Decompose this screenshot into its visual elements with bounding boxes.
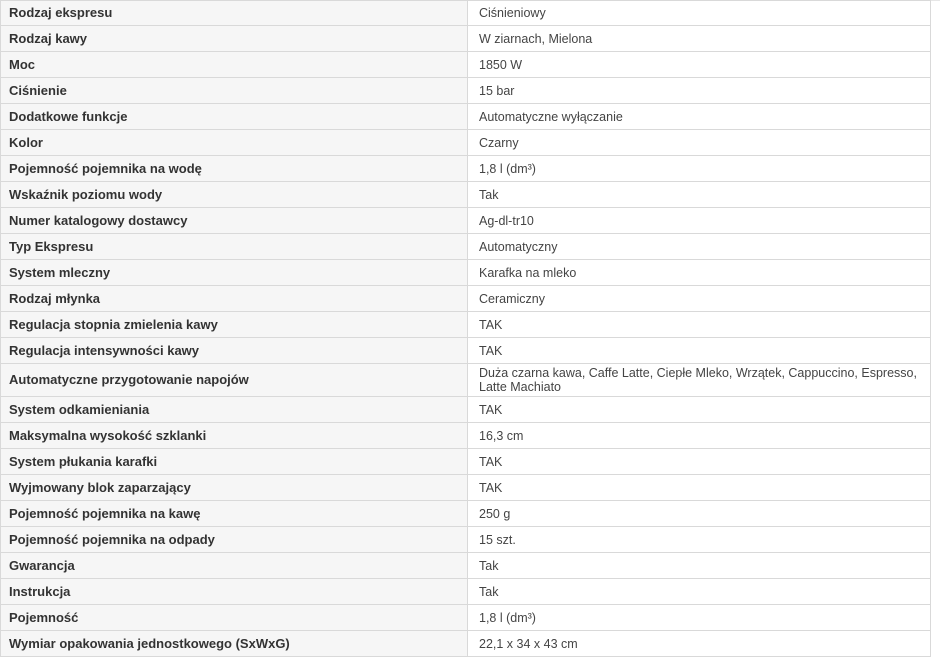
spec-value: Automatyczny bbox=[468, 234, 931, 260]
table-row bbox=[1, 260, 931, 286]
table-row bbox=[1, 501, 931, 527]
table-row bbox=[1, 234, 931, 260]
spec-value: Karafka na mleko bbox=[468, 260, 931, 286]
table-row bbox=[1, 553, 931, 579]
spec-label: Kolor bbox=[1, 130, 468, 156]
spec-label: Pojemność pojemnika na kawę bbox=[1, 501, 468, 527]
spec-label: Regulacja stopnia zmielenia kawy bbox=[1, 312, 468, 338]
spec-label: Ciśnienie bbox=[1, 78, 468, 104]
spec-label: Rodzaj ekspresu bbox=[1, 1, 468, 26]
spec-value: 250 g bbox=[468, 501, 931, 527]
spec-value: Duża czarna kawa, Caffe Latte, Ciepłe Mleko, Wrzątek, Cappuccino, Espresso, Latte Machiato bbox=[468, 364, 931, 397]
spec-value: Tak bbox=[468, 553, 931, 579]
spec-label: Typ Ekspresu bbox=[1, 234, 468, 260]
spec-label: Pojemność pojemnika na odpady bbox=[1, 527, 468, 553]
table-row bbox=[1, 475, 931, 501]
table-row bbox=[1, 527, 931, 553]
spec-label: Maksymalna wysokość szklanki bbox=[1, 423, 468, 449]
table-row bbox=[1, 130, 931, 156]
table-row bbox=[1, 78, 931, 104]
spec-label: System mleczny bbox=[1, 260, 468, 286]
spec-value: 16,3 cm bbox=[468, 423, 931, 449]
spec-value: Czarny bbox=[468, 130, 931, 156]
table-row bbox=[1, 26, 931, 52]
spec-value: 22,1 x 34 x 43 cm bbox=[468, 631, 931, 657]
spec-label: Pojemność pojemnika na wodę bbox=[1, 156, 468, 182]
table-row bbox=[1, 52, 931, 78]
table-row bbox=[1, 397, 931, 423]
spec-value: Tak bbox=[468, 579, 931, 605]
table-row bbox=[1, 579, 931, 605]
spec-value: Ag-dl-tr10 bbox=[468, 208, 931, 234]
spec-label: Rodzaj młynka bbox=[1, 286, 468, 312]
spec-value: TAK bbox=[468, 338, 931, 364]
spec-value: 1850 W bbox=[468, 52, 931, 78]
table-row bbox=[1, 449, 931, 475]
table-row bbox=[1, 338, 931, 364]
spec-label: Rodzaj kawy bbox=[1, 26, 468, 52]
spec-label: Automatyczne przygotowanie napojów bbox=[1, 364, 468, 397]
spec-value: Ciśnieniowy bbox=[468, 1, 931, 26]
specification-table-body bbox=[1, 1, 931, 657]
spec-value: Tak bbox=[468, 182, 931, 208]
spec-label: Dodatkowe funkcje bbox=[1, 104, 468, 130]
spec-label: Instrukcja bbox=[1, 579, 468, 605]
table-row bbox=[1, 364, 931, 397]
spec-label: Moc bbox=[1, 52, 468, 78]
table-row bbox=[1, 631, 931, 657]
table-row bbox=[1, 312, 931, 338]
spec-value: 15 szt. bbox=[468, 527, 931, 553]
spec-value: 15 bar bbox=[468, 78, 931, 104]
table-row bbox=[1, 605, 931, 631]
spec-value: TAK bbox=[468, 397, 931, 423]
spec-label: Pojemność bbox=[1, 605, 468, 631]
table-row bbox=[1, 104, 931, 130]
spec-value: Automatyczne wyłączanie bbox=[468, 104, 931, 130]
table-row bbox=[1, 286, 931, 312]
spec-label: Wymiar opakowania jednostkowego (SxWxG) bbox=[1, 631, 468, 657]
spec-value: Ceramiczny bbox=[468, 286, 931, 312]
spec-value: W ziarnach, Mielona bbox=[468, 26, 931, 52]
spec-value: 1,8 l (dm³) bbox=[468, 156, 931, 182]
spec-label: Wskaźnik poziomu wody bbox=[1, 182, 468, 208]
table-row bbox=[1, 423, 931, 449]
table-row bbox=[1, 1, 931, 26]
spec-value: 1,8 l (dm³) bbox=[468, 605, 931, 631]
spec-label: System odkamieniania bbox=[1, 397, 468, 423]
spec-value: TAK bbox=[468, 475, 931, 501]
table-row bbox=[1, 156, 931, 182]
spec-label: Gwarancja bbox=[1, 553, 468, 579]
spec-label: Regulacja intensywności kawy bbox=[1, 338, 468, 364]
table-row bbox=[1, 208, 931, 234]
spec-label: Wyjmowany blok zaparzający bbox=[1, 475, 468, 501]
spec-label: System płukania karafki bbox=[1, 449, 468, 475]
spec-value: TAK bbox=[468, 312, 931, 338]
table-row bbox=[1, 182, 931, 208]
spec-label: Numer katalogowy dostawcy bbox=[1, 208, 468, 234]
spec-value: TAK bbox=[468, 449, 931, 475]
